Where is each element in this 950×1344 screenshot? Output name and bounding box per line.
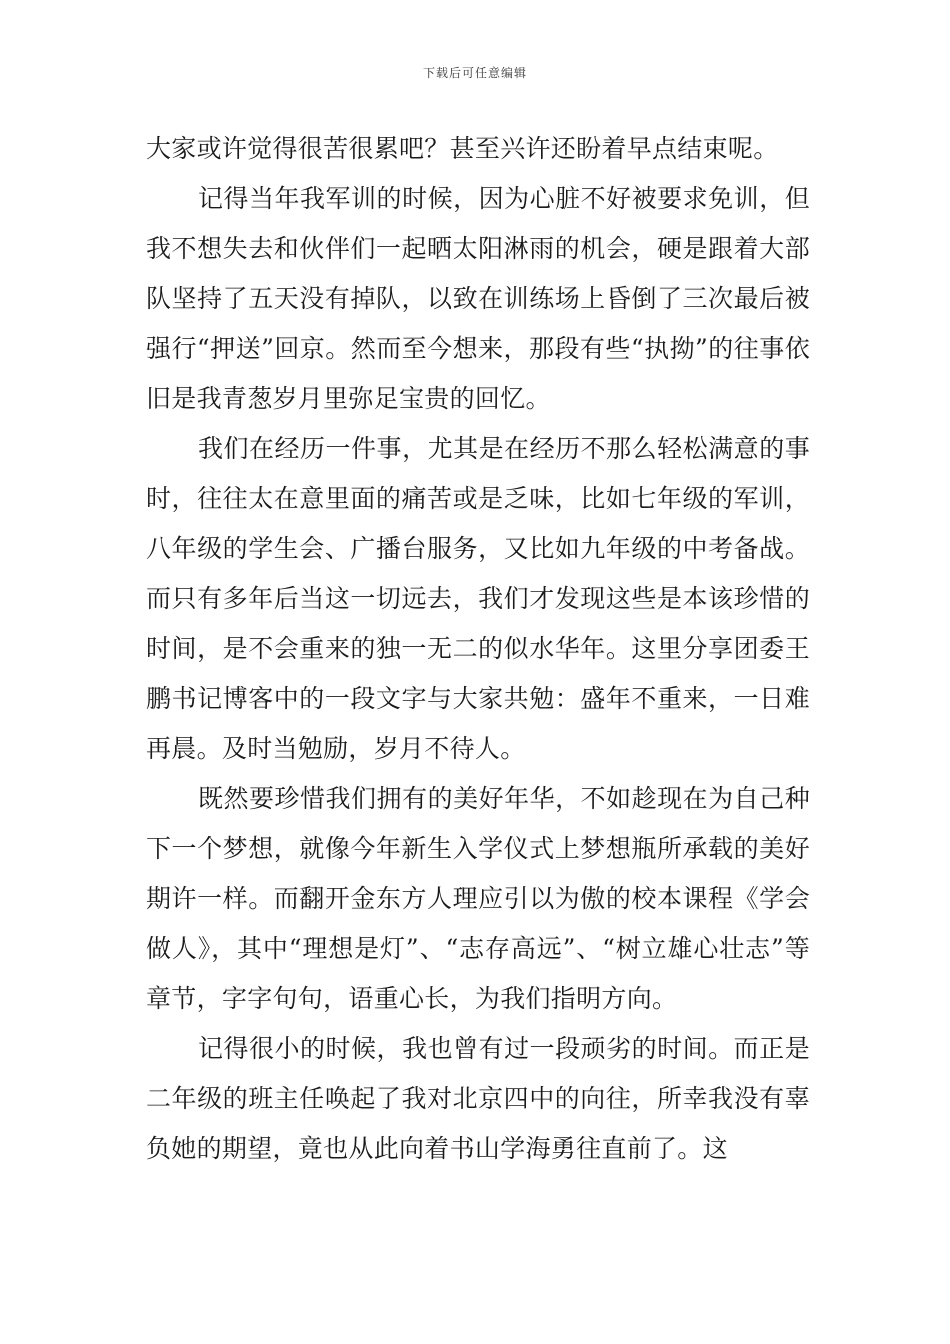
body-text — [146, 124, 810, 1174]
header-note: 下载后可任意编辑 — [422, 66, 527, 80]
paragraph-5: 记得很小的时候，我也曾有过一段顽劣的时间。而正是二年级的班主任唤起了我对北京四中的向往，所幸我没有辜负她的期望，竟也从此向着书山学海勇往直前了。这 — [146, 1034, 810, 1163]
paragraph-3: 我们在经历一件事，尤其是在经历不那么轻松满意的事时，往往太在意里面的痛苦或是乏味，比如七年级的军训，八年级的学生会、广播台服务，又比如九年级的中考备战。而只有多年后当这一切远去，我们才发现这些是本该珍惜的时间，是不会重来的独一无二的似水华年。这里分享团委王鹏书记博客中的一段文字与大家共勉：盛年不重来，一日难再晨。及时当勉励，岁月不待人。 — [146, 434, 810, 763]
paragraph-1: 大家或许觉得很苦很累吧？甚至兴许还盼着早点结束呢。 — [146, 134, 779, 163]
paragraph-2: 记得当年我军训的时候，因为心脏不好被要求免训，但我不想失去和伙伴们一起晒太阳淋雨的机会，硬是跟着大部队坚持了五天没有掉队，以致在训练场上昏倒了三次最后被强行“押送”回京。然而至今想来，那段有些“执拗”的往事依旧是我青葱岁月里弥足宝贵的回忆。 — [146, 184, 810, 413]
paragraph-4: 既然要珍惜我们拥有的美好年华，不如趁现在为自己种下一个梦想，就像今年新生入学仪式上梦想瓶所承载的美好期许一样。而翻开金东方人理应引以为傲的校本课程《学会做人》，其中“理想是灯”、“志存高远”、“树立雄心壮志”等章节，字字句句，语重心长，为我们指明方向。 — [146, 784, 810, 1013]
